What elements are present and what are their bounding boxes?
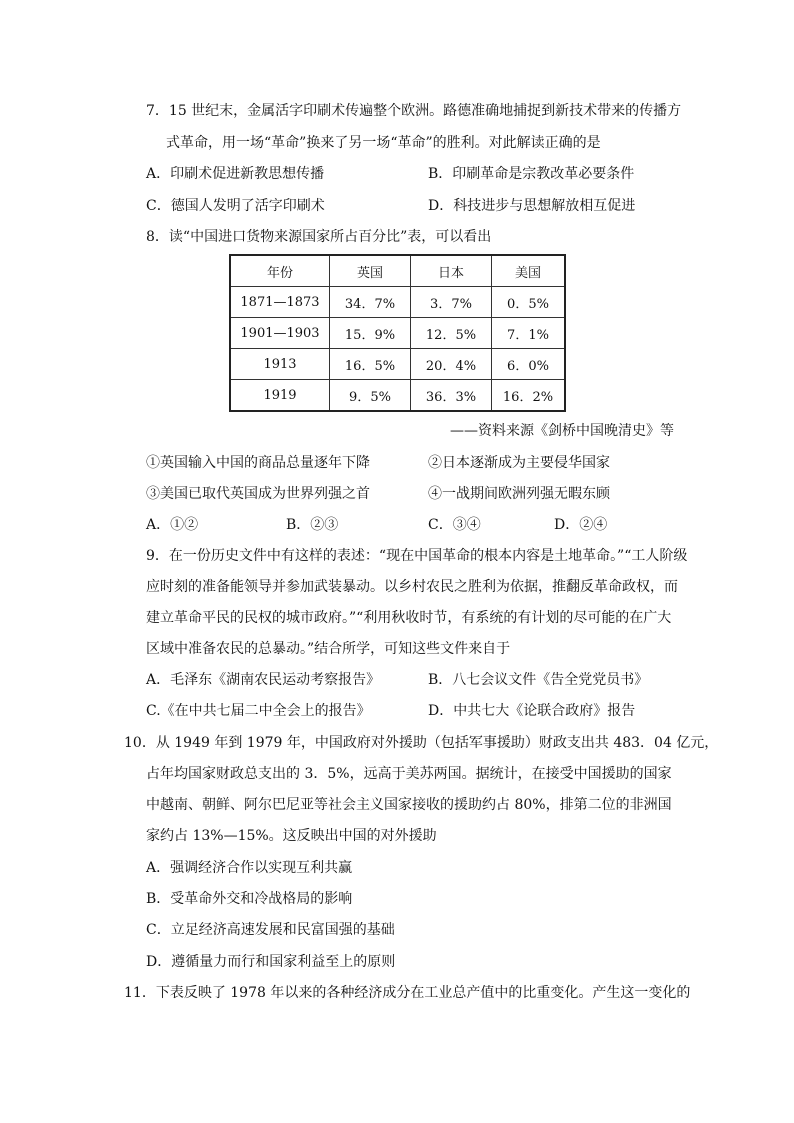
q10-line-2: 占年均国家财政总支出的 3．5%，远高于美苏两国。据统计，在接受中国援助的国家 [146,766,672,782]
q10-line-4: 家约占 13%—15%。这反映出中国的对外援助 [146,828,437,844]
table-cell: 9．5% [330,380,411,412]
table-row [230,318,565,349]
q10-option-a: A．强调经济合作以实现互利共赢 [146,860,353,876]
q9-option-d: D．中共七大《论联合政府》报告 [428,703,636,719]
table-cell: 1871—1873 [230,287,330,318]
table-header-cell: 英国 [330,255,411,287]
q8-option-d: D．②④ [554,517,608,533]
q9-line-3: 建立革命平民的民权的城市政府。”“利用秋收时节，有系统的有计划的尽可能的在广大 [146,610,672,626]
q11-line-1: 11．下表反映了 1978 年以来的各种经济成分在工业总产值中的比重变化。产生这一变化的 [124,985,691,1001]
table-cell: 16．5% [330,349,411,380]
q8-stem: 8．读“中国进口货物来源国家所占百分比”表，可以看出 [146,229,492,245]
q10-line-3: 中越南、朝鲜、阿尔巴尼亚等社会主义国家接收的援助约占 80%，排第二位的非洲国 [146,797,672,813]
table-row [230,287,565,318]
table-cell: 34．7% [330,287,411,318]
q9-line-2: 应时刻的准备能领导并参加武装暴动。以乡村农民之胜利为依据，推翻反革命政权，而 [146,579,678,595]
table-row [230,349,565,380]
table-cell: 20．4% [411,349,492,380]
q8-option-b: B．②③ [286,517,339,533]
q7-option-c: C．德国人发明了活字印刷术 [146,198,325,214]
q10-line-1: 10．从 1949 年到 1979 年，中国政府对外援助（包括军事援助）财政支出共 483．04 亿元， [124,735,719,751]
q10-option-c: C．立足经济高速发展和民富国强的基础 [146,922,395,938]
q9-line-4: 区域中准备农民的总暴动。”结合所学，可知这些文件来自于 [146,641,511,657]
table-header-cell: 日本 [411,255,492,287]
table-cell: 1919 [230,380,330,412]
table-cell: 12．5% [411,318,492,349]
q8-statement-3: ③美国已取代英国成为世界列强之首 [146,486,370,502]
table-cell: 6．0% [492,349,566,380]
table-row [230,380,565,412]
q8-option-a: A．①② [146,517,199,533]
q9-line-1: 9．在一份历史文件中有这样的表述：“现在中国革命的根本内容是土地革命。”“工人阶级 [146,548,688,564]
q10-option-d: D．遵循量力而行和国家利益至上的原则 [146,954,396,970]
q7-stem-line2: 式革命，用一场“革命”换来了另一场“革命”的胜利。对此解读正确的是 [166,135,601,151]
q7-option-d: D．科技进步与思想解放相互促进 [428,198,636,214]
q7-option-a: A．印刷术促进新教思想传播 [146,166,325,182]
q8-source: ——资料来源《剑桥中国晚清史》等 [450,423,674,439]
table-header-row [230,255,565,287]
q10-option-b: B．受革命外交和冷战格局的影响 [146,891,353,907]
q8-statement-2: ②日本逐渐成为主要侵华国家 [428,455,610,471]
table-cell: 1913 [230,349,330,380]
q8-option-c: C．③④ [428,517,481,533]
q9-option-c: C.《在中共七届二中全会上的报告》 [146,703,371,719]
table-cell: 0．5% [492,287,566,318]
q7-option-b: B．印刷革命是宗教改革必要条件 [428,166,635,182]
table-cell: 15．9% [330,318,411,349]
q9-option-b: B．八七会议文件《告全党党员书》 [428,672,649,688]
table-header-cell: 美国 [492,255,566,287]
q8-statement-4: ④一战期间欧洲列强无暇东顾 [428,486,610,502]
table-cell: 7．1% [492,318,566,349]
table-cell: 16．2% [492,380,566,412]
table-cell: 36．3% [411,380,492,412]
q9-option-a: A．毛泽东《湖南农民运动考察报告》 [146,672,381,688]
q8-statement-1: ①英国输入中国的商品总量逐年下降 [146,455,370,471]
table-cell: 3．7% [411,287,492,318]
imports-table [229,254,566,412]
table-header-cell: 年份 [230,255,330,287]
q7-stem-line1: 7．15 世纪末，金属活字印刷术传遍整个欧洲。路德准确地捕捉到新技术带来的传播方 [146,103,682,119]
table-cell: 1901—1903 [230,318,330,349]
